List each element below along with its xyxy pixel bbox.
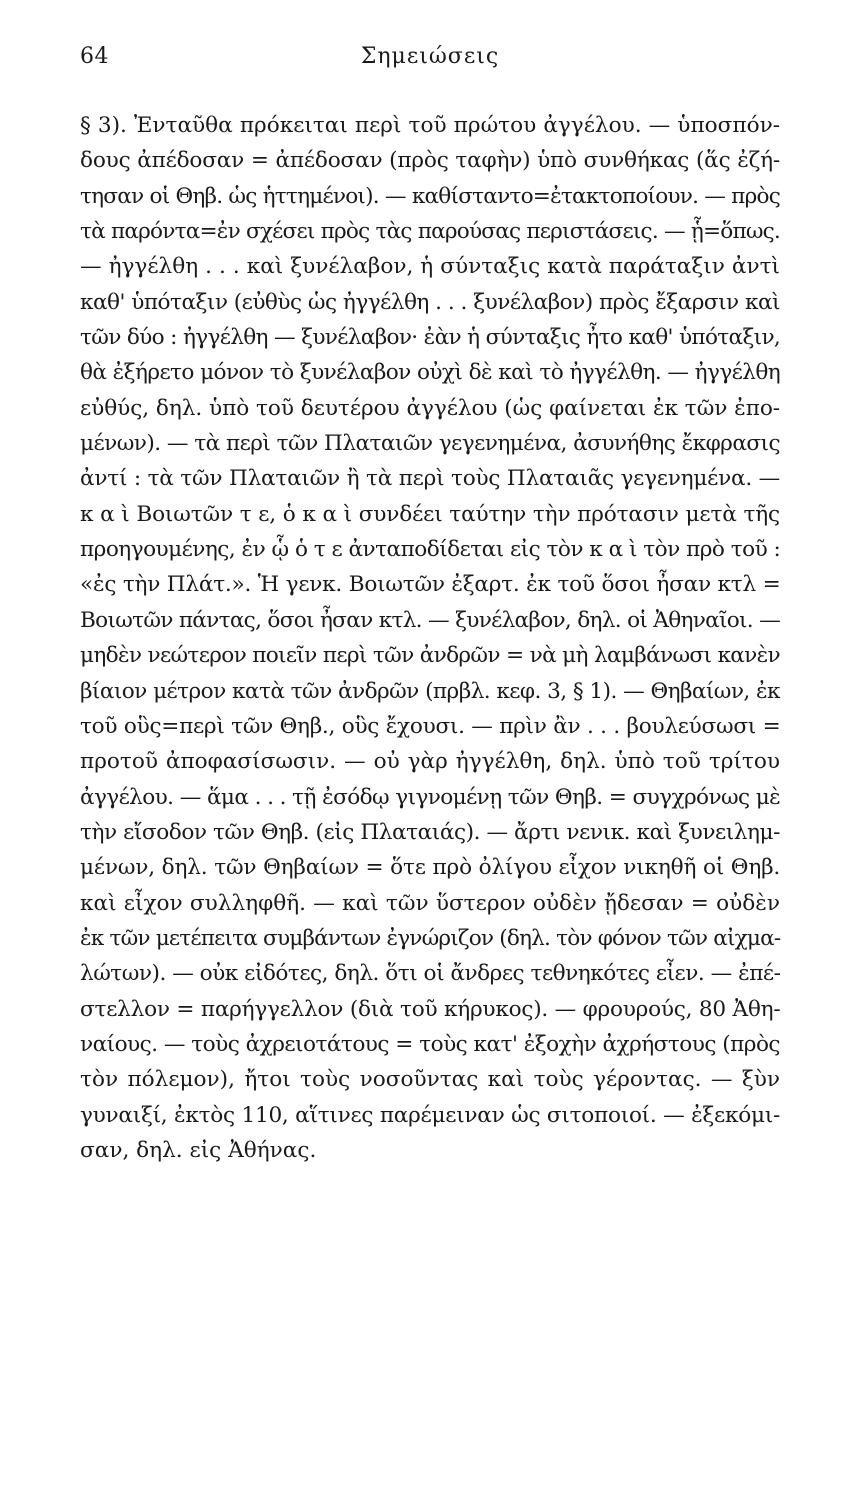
text-line: ἀντί : τὰ τῶν Πλαταιῶν ἢ τὰ περὶ τοὺς Πλαταιᾶς γεγενημένα. — [80, 466, 780, 492]
text-line: βίαιον μέτρον κατὰ τῶν ἀνδρῶν (πρβλ. κεφ. 3, § 1). — Θηβαίων, ἐκ [80, 678, 780, 704]
text-line: εὐθύς, δηλ. ὑπὸ τοῦ δευτέρου ἀγγέλου (ὡς φαίνεται ἐκ τῶν ἐπο- [80, 395, 781, 421]
text-line: τησαν οἱ Θηβ. ὡς ἡττημένοι). — καθίσταντο=ἐτακτοποίουν. — πρὸς [80, 183, 780, 209]
text-line: προτοῦ ἀποφασίσωσιν. — οὐ γὰρ ἠγγέλθη, δηλ. ὑπὸ τοῦ τρίτου [80, 749, 780, 775]
text-line: στελλον = παρήγγελλον (διὰ τοῦ κήρυκος). — φρουρούς, 80 Ἀθη- [80, 996, 781, 1022]
text-line: θὰ ἐξήρετο μόνον τὸ ξυνέλαβον οὐχὶ δὲ καὶ τὸ ἠγγέλθη. — ἠγγέλθη [80, 360, 781, 386]
text-line: μηδὲν νεώτερον ποιεῖν περὶ τῶν ἀνδρῶν = νὰ μὴ λαμβάνωσι κανὲν [80, 643, 781, 669]
text-line: λώτων). — οὐκ εἰδότες, δηλ. ὅτι οἱ ἄνδρες τεθνηκότες εἶεν. — ἐπέ- [80, 961, 781, 987]
notes-body [80, 108, 780, 1168]
text-line: τὴν εἴσοδον τῶν Θηβ. (εἰς Πλαταιάς). — ἄρτι νενικ. καὶ ξυνειλημ- [80, 819, 780, 845]
text-line: § 3). Ἐνταῦθα πρόκειται περὶ τοῦ πρώτου ἀγγέλου. — ὑποσπόν- [80, 113, 780, 138]
text-line: προηγουμένης, ἐν ᾧ ὁ τ ε ἀνταποδίδεται εἰς τὸν κ α ὶ τὸν πρὸ τοῦ : [80, 537, 781, 563]
text-line: δους ἀπέδοσαν = ἀπέδοσαν (πρὸς ταφὴν) ὑπὸ συνθήκας (ἅς ἐζή- [80, 148, 780, 174]
text-line: καθ' ὑπόταξιν (εὐθὺς ὡς ἠγγέλθη . . . ξυνέλαβον) πρὸς ἔξαρσιν καὶ [80, 289, 780, 315]
text-line: κ α ὶ Βοιωτῶν τ ε, ὁ κ α ὶ συνδέει ταύτην τὴν πρότασιν μετὰ τῆς [80, 501, 780, 527]
running-head: Σημειώσεις [360, 44, 500, 69]
text-line: ἐκ τῶν μετέπειτα συμβάντων ἐγνώριζον (δηλ. τὸν φόνον τῶν αἰχμα- [80, 925, 781, 951]
text-line: τῶν δύο : ἠγγέλθη — ξυνέλαβον· ἐὰν ἡ σύνταξις ἦτο καθ' ὑπόταξιν, [80, 325, 781, 351]
text-line: — ἠγγέλθη . . . καὶ ξυνέλαβον, ἡ σύνταξις κατὰ παράταξιν ἀντὶ [80, 254, 780, 280]
text-line: σαν, δηλ. εἰς Ἀθήνας. [80, 1137, 317, 1163]
text-line: τὰ παρόντα=ἐν σχέσει πρὸς τὰς παρούσας περιστάσεις. — ᾗ=ὅπως. [80, 219, 780, 245]
page-header [80, 44, 780, 80]
text-line: γυναιξί, ἐκτὸς 110, αἵτινες παρέμειναν ὡς σιτοποιοί. — ἐξεκόμι- [80, 1102, 780, 1128]
text-line: μένων, δηλ. τῶν Θηβαίων = ὅτε πρὸ ὀλίγου εἶχον νικηθῆ οἱ Θηβ. [80, 855, 781, 881]
text-line: «ἐς τὴν Πλάτ.». Ἡ γενκ. Βοιωτῶν ἐξαρτ. ἐκ τοῦ ὅσοι ἦσαν κτλ = [80, 572, 781, 598]
text-line: Βοιωτῶν πάντας, ὅσοι ἦσαν κτλ. — ξυνέλαβον, δηλ. οἱ Ἀθηναῖοι. — [80, 607, 780, 633]
text-line: καὶ εἶχον συλληφθῆ. — καὶ τῶν ὕστερον οὐδὲν ᾔδεσαν = οὐδὲν [80, 890, 780, 916]
page-number: 64 [80, 44, 109, 69]
text-line: ναίους. — τοὺς ἀχρειοτάτους = τοὺς κατ' ἐξοχὴν ἀχρήστους (πρὸς [80, 1031, 780, 1057]
text-line: ἀγγέλου. — ἅμα . . . τῇ ἐσόδῳ γιγνομένῃ τῶν Θηβ. = συγχρόνως μὲ [80, 784, 781, 810]
text-line: τοῦ οὓς=περὶ τῶν Θηβ., οὓς ἔχουσι. — πρὶν ἂν . . . βουλεύσωσι = [80, 713, 781, 739]
text-line: μένων). — τὰ περὶ τῶν Πλαταιῶν γεγενημένα, ἀσυνήθης ἔκφρασις [80, 431, 780, 457]
text-line: τὸν πόλεμον), ἤτοι τοὺς νοσοῦντας καὶ τοὺς γέροντας. — ξὺν [80, 1067, 780, 1093]
